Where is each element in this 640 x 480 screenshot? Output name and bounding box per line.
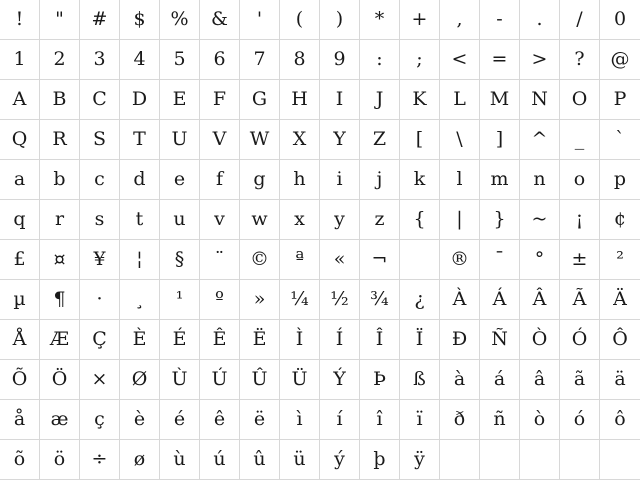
glyph-cell[interactable]: Þ <box>360 360 400 400</box>
glyph-cell[interactable]: + <box>400 0 440 40</box>
glyph-cell[interactable]: Ö <box>40 360 80 400</box>
glyph-cell[interactable]: f <box>200 160 240 200</box>
glyph-cell[interactable]: ¼ <box>280 280 320 320</box>
glyph-cell[interactable]: ñ <box>480 400 520 440</box>
glyph-cell[interactable]: × <box>80 360 120 400</box>
glyph-cell[interactable]: º <box>200 280 240 320</box>
glyph-cell[interactable]: µ <box>0 280 40 320</box>
glyph-cell[interactable]: ê <box>200 400 240 440</box>
glyph-cell[interactable]: C <box>80 80 120 120</box>
glyph-cell-empty[interactable] <box>520 440 560 480</box>
glyph-cell[interactable]: = <box>480 40 520 80</box>
glyph-cell[interactable]: æ <box>40 400 80 440</box>
glyph-cell[interactable]: ó <box>560 400 600 440</box>
glyph-cell[interactable]: v <box>200 200 240 240</box>
glyph-cell-empty[interactable] <box>600 440 640 480</box>
glyph-cell[interactable]: å <box>0 400 40 440</box>
glyph-cell[interactable]: Ú <box>200 360 240 400</box>
glyph-cell[interactable]: s <box>80 200 120 240</box>
glyph-cell[interactable]: : <box>360 40 400 80</box>
glyph-cell[interactable]: T <box>120 120 160 160</box>
glyph-cell[interactable]: K <box>400 80 440 120</box>
glyph-cell[interactable]: É <box>160 320 200 360</box>
glyph-cell[interactable]: ¡ <box>560 200 600 240</box>
glyph-cell[interactable]: ² <box>600 240 640 280</box>
glyph-cell[interactable]: · <box>80 280 120 320</box>
glyph-cell[interactable]: o <box>560 160 600 200</box>
glyph-cell[interactable]: n <box>520 160 560 200</box>
glyph-cell[interactable]: ¹ <box>160 280 200 320</box>
glyph-cell[interactable]: 3 <box>80 40 120 80</box>
glyph-cell[interactable]: õ <box>0 440 40 480</box>
glyph-cell[interactable]: ü <box>280 440 320 480</box>
glyph-cell[interactable]: W <box>240 120 280 160</box>
glyph-cell[interactable]: M <box>480 80 520 120</box>
glyph-cell[interactable]: x <box>280 200 320 240</box>
glyph-cell[interactable]: ÷ <box>80 440 120 480</box>
glyph-cell[interactable]: i <box>320 160 360 200</box>
glyph-cell[interactable]: £ <box>0 240 40 280</box>
glyph-cell[interactable]: À <box>440 280 480 320</box>
glyph-cell[interactable]: P <box>600 80 640 120</box>
glyph-cell[interactable]: Ñ <box>480 320 520 360</box>
glyph-cell[interactable]: 5 <box>160 40 200 80</box>
glyph-cell[interactable]: d <box>120 160 160 200</box>
glyph-cell[interactable]: í <box>320 400 360 440</box>
glyph-cell[interactable]: Ç <box>80 320 120 360</box>
glyph-cell[interactable]: } <box>480 200 520 240</box>
glyph-cell[interactable]: a <box>0 160 40 200</box>
glyph-cell[interactable]: 6 <box>200 40 240 80</box>
glyph-cell[interactable]: Ô <box>600 320 640 360</box>
glyph-cell[interactable]: Ü <box>280 360 320 400</box>
glyph-cell[interactable]: î <box>360 400 400 440</box>
glyph-cell[interactable]: ) <box>320 0 360 40</box>
glyph-cell[interactable]: Q <box>0 120 40 160</box>
glyph-cell[interactable]: B <box>40 80 80 120</box>
glyph-cell[interactable]: Ã <box>560 280 600 320</box>
glyph-cell[interactable]: u <box>160 200 200 240</box>
glyph-cell[interactable]: Y <box>320 120 360 160</box>
glyph-cell[interactable]: 9 <box>320 40 360 80</box>
glyph-cell[interactable]: j <box>360 160 400 200</box>
glyph-cell[interactable]: Ë <box>240 320 280 360</box>
glyph-cell[interactable]: Ù <box>160 360 200 400</box>
glyph-cell[interactable]: á <box>480 360 520 400</box>
glyph-cell[interactable]: ð <box>440 400 480 440</box>
glyph-cell[interactable]: $ <box>120 0 160 40</box>
glyph-cell[interactable]: à <box>440 360 480 400</box>
glyph-cell[interactable]: U <box>160 120 200 160</box>
glyph-cell[interactable]: â <box>520 360 560 400</box>
glyph-cell[interactable]: ý <box>320 440 360 480</box>
glyph-cell[interactable]: z <box>360 200 400 240</box>
glyph-cell[interactable]: \ <box>440 120 480 160</box>
glyph-cell[interactable]: ¨ <box>200 240 240 280</box>
glyph-cell[interactable]: N <box>520 80 560 120</box>
glyph-cell[interactable]: Ð <box>440 320 480 360</box>
glyph-cell[interactable]: ù <box>160 440 200 480</box>
glyph-cell[interactable] <box>400 240 440 280</box>
glyph-cell[interactable]: r <box>40 200 80 240</box>
glyph-cell[interactable]: Á <box>480 280 520 320</box>
glyph-cell[interactable]: ] <box>480 120 520 160</box>
glyph-cell[interactable]: G <box>240 80 280 120</box>
glyph-cell[interactable]: ° <box>520 240 560 280</box>
glyph-cell[interactable]: Z <box>360 120 400 160</box>
glyph-cell[interactable]: Õ <box>0 360 40 400</box>
glyph-cell[interactable]: ¸ <box>120 280 160 320</box>
glyph-cell[interactable]: ò <box>520 400 560 440</box>
glyph-cell[interactable]: k <box>400 160 440 200</box>
glyph-cell[interactable]: Ê <box>200 320 240 360</box>
glyph-cell[interactable]: V <box>200 120 240 160</box>
glyph-cell[interactable]: t <box>120 200 160 240</box>
glyph-cell[interactable]: y <box>320 200 360 240</box>
glyph-cell[interactable]: ¬ <box>360 240 400 280</box>
glyph-cell[interactable]: ì <box>280 400 320 440</box>
glyph-cell[interactable]: 4 <box>120 40 160 80</box>
glyph-cell[interactable]: ï <box>400 400 440 440</box>
glyph-cell[interactable]: ¥ <box>80 240 120 280</box>
glyph-cell[interactable]: ß <box>400 360 440 400</box>
glyph-cell[interactable]: ÿ <box>400 440 440 480</box>
glyph-cell[interactable]: ½ <box>320 280 360 320</box>
glyph-cell[interactable]: Ý <box>320 360 360 400</box>
glyph-cell[interactable]: ô <box>600 400 640 440</box>
glyph-cell[interactable]: § <box>160 240 200 280</box>
glyph-cell[interactable]: ö <box>40 440 80 480</box>
glyph-cell[interactable]: Â <box>520 280 560 320</box>
glyph-cell[interactable]: û <box>240 440 280 480</box>
glyph-cell[interactable]: ` <box>600 120 640 160</box>
glyph-cell[interactable]: 7 <box>240 40 280 80</box>
glyph-cell[interactable]: « <box>320 240 360 280</box>
glyph-cell[interactable]: A <box>0 80 40 120</box>
glyph-cell[interactable]: - <box>480 0 520 40</box>
glyph-cell[interactable]: " <box>40 0 80 40</box>
glyph-cell[interactable]: Ø <box>120 360 160 400</box>
glyph-cell-empty[interactable] <box>480 440 520 480</box>
glyph-cell[interactable]: È <box>120 320 160 360</box>
glyph-cell[interactable]: F <box>200 80 240 120</box>
glyph-cell[interactable]: . <box>520 0 560 40</box>
glyph-cell[interactable]: S <box>80 120 120 160</box>
glyph-cell[interactable]: / <box>560 0 600 40</box>
glyph-cell[interactable]: [ <box>400 120 440 160</box>
glyph-cell[interactable]: 0 <box>600 0 640 40</box>
glyph-cell[interactable]: ¿ <box>400 280 440 320</box>
glyph-cell[interactable]: Û <box>240 360 280 400</box>
glyph-cell[interactable]: H <box>280 80 320 120</box>
glyph-cell[interactable]: Ï <box>400 320 440 360</box>
glyph-cell[interactable]: ã <box>560 360 600 400</box>
glyph-cell[interactable]: X <box>280 120 320 160</box>
glyph-cell[interactable]: ¾ <box>360 280 400 320</box>
glyph-cell[interactable]: c <box>80 160 120 200</box>
glyph-cell[interactable]: O <box>560 80 600 120</box>
glyph-cell[interactable]: R <box>40 120 80 160</box>
glyph-cell[interactable]: I <box>320 80 360 120</box>
glyph-cell[interactable]: ^ <box>520 120 560 160</box>
glyph-cell[interactable]: ± <box>560 240 600 280</box>
glyph-cell[interactable]: h <box>280 160 320 200</box>
glyph-cell[interactable]: Ó <box>560 320 600 360</box>
glyph-cell[interactable]: Å <box>0 320 40 360</box>
glyph-cell[interactable]: D <box>120 80 160 120</box>
glyph-cell[interactable]: ! <box>0 0 40 40</box>
glyph-cell[interactable]: w <box>240 200 280 240</box>
glyph-cell[interactable]: q <box>0 200 40 240</box>
glyph-cell[interactable]: # <box>80 0 120 40</box>
glyph-cell[interactable]: 2 <box>40 40 80 80</box>
glyph-cell[interactable]: Ò <box>520 320 560 360</box>
glyph-cell[interactable]: < <box>440 40 480 80</box>
glyph-cell[interactable]: è <box>120 400 160 440</box>
glyph-cell[interactable]: © <box>240 240 280 280</box>
glyph-cell-empty[interactable] <box>560 440 600 480</box>
glyph-cell[interactable]: ' <box>240 0 280 40</box>
glyph-cell[interactable]: p <box>600 160 640 200</box>
glyph-cell[interactable]: é <box>160 400 200 440</box>
glyph-cell[interactable]: | <box>440 200 480 240</box>
glyph-cell[interactable]: Í <box>320 320 360 360</box>
glyph-cell[interactable]: m <box>480 160 520 200</box>
glyph-cell[interactable]: ( <box>280 0 320 40</box>
glyph-cell[interactable]: Æ <box>40 320 80 360</box>
glyph-cell[interactable]: Î <box>360 320 400 360</box>
glyph-cell[interactable]: ¶ <box>40 280 80 320</box>
glyph-cell[interactable]: » <box>240 280 280 320</box>
glyph-cell[interactable]: ¤ <box>40 240 80 280</box>
glyph-cell[interactable]: , <box>440 0 480 40</box>
glyph-cell[interactable]: * <box>360 0 400 40</box>
glyph-cell[interactable]: b <box>40 160 80 200</box>
glyph-cell[interactable]: l <box>440 160 480 200</box>
glyph-cell[interactable]: 1 <box>0 40 40 80</box>
glyph-cell[interactable]: L <box>440 80 480 120</box>
glyph-cell[interactable]: ç <box>80 400 120 440</box>
glyph-cell[interactable]: > <box>520 40 560 80</box>
glyph-cell[interactable]: { <box>400 200 440 240</box>
glyph-cell[interactable]: ~ <box>520 200 560 240</box>
glyph-cell[interactable]: Ä <box>600 280 640 320</box>
glyph-cell[interactable]: E <box>160 80 200 120</box>
glyph-cell[interactable]: @ <box>600 40 640 80</box>
glyph-cell[interactable]: ® <box>440 240 480 280</box>
glyph-cell[interactable]: _ <box>560 120 600 160</box>
glyph-cell[interactable]: Ì <box>280 320 320 360</box>
glyph-cell[interactable]: % <box>160 0 200 40</box>
glyph-cell[interactable]: & <box>200 0 240 40</box>
glyph-cell[interactable]: ª <box>280 240 320 280</box>
glyph-cell[interactable]: J <box>360 80 400 120</box>
glyph-cell[interactable]: 8 <box>280 40 320 80</box>
glyph-cell[interactable]: ¦ <box>120 240 160 280</box>
glyph-cell[interactable]: g <box>240 160 280 200</box>
glyph-cell[interactable]: ¢ <box>600 200 640 240</box>
glyph-cell[interactable]: ; <box>400 40 440 80</box>
glyph-cell[interactable]: ¯ <box>480 240 520 280</box>
glyph-cell[interactable]: ä <box>600 360 640 400</box>
glyph-cell[interactable]: ? <box>560 40 600 80</box>
glyph-cell[interactable]: ø <box>120 440 160 480</box>
glyph-cell-empty[interactable] <box>440 440 480 480</box>
glyph-cell[interactable]: ë <box>240 400 280 440</box>
glyph-cell[interactable]: þ <box>360 440 400 480</box>
glyph-cell[interactable]: ú <box>200 440 240 480</box>
glyph-cell[interactable]: e <box>160 160 200 200</box>
